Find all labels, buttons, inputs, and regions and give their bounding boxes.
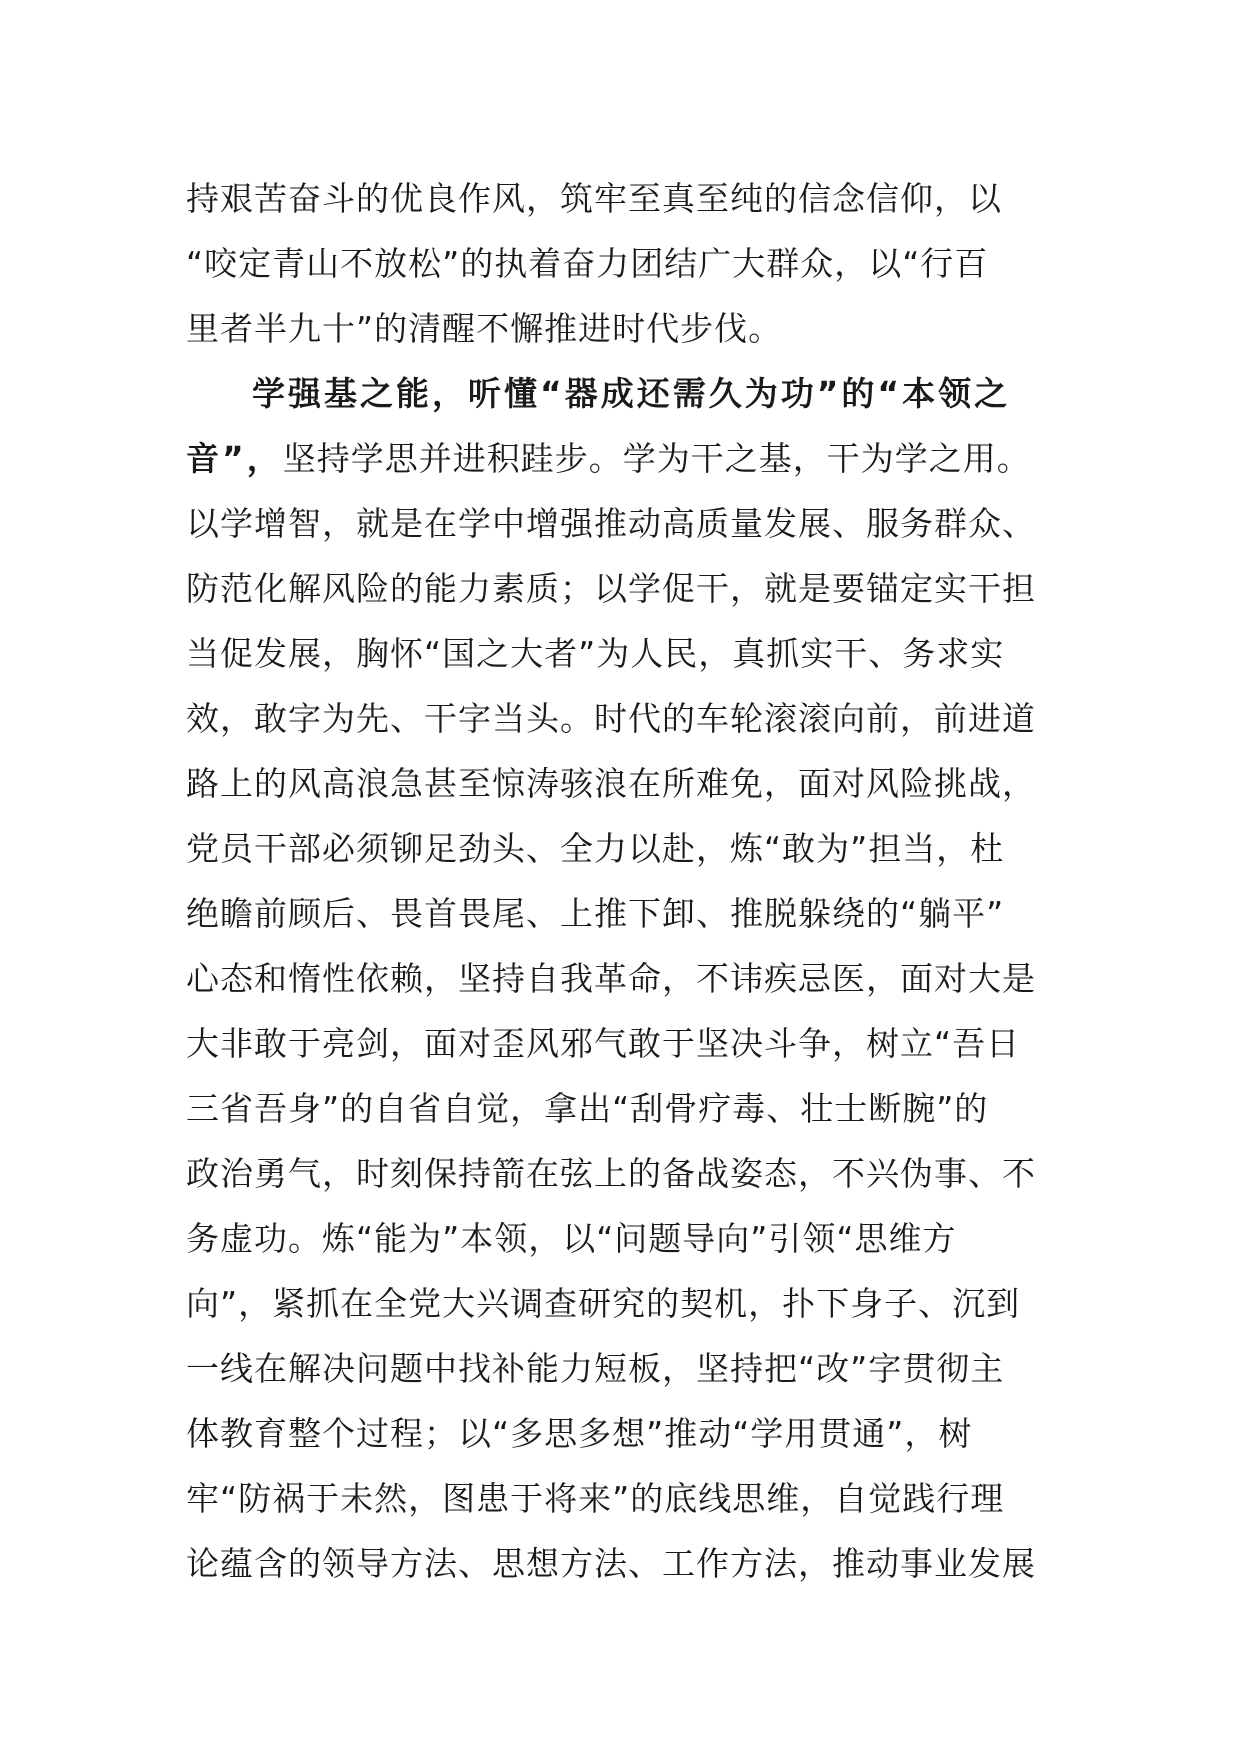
- paragraph-lead-line: [186, 361, 1060, 426]
- text-line: 里者半九十”的清醒不懈推进时代步伐。: [186, 309, 783, 348]
- text-line: 大非敢于亮剑，面对歪风邪气敢于坚决斗争，树立“吾日: [186, 1024, 1021, 1063]
- text-line: 路上的风高浪急甚至惊涛骇浪在所难免，面对风险挑战，: [186, 764, 1036, 803]
- text-line: 以学增智，就是在学中增强推动高质量发展、服务群众、: [186, 504, 1036, 543]
- text-line: 效，敢字为先、干字当头。时代的车轮滚滚向前，前进道: [186, 699, 1036, 738]
- paragraph-lead-heading-end: 音”，: [186, 439, 283, 478]
- text-line: [186, 426, 1060, 491]
- text-line: 绝瞻前顾后、畏首畏尾、上推下卸、推脱躲绕的“躺平”: [186, 894, 1005, 933]
- text-line: 牢“防祸于未然，图患于将来”的底线思维，自觉践行理: [186, 1479, 1005, 1518]
- text-line: 向”，紧抓在全党大兴调查研究的契机，扑下身子、沉到: [186, 1284, 1021, 1323]
- body-text: [186, 166, 1060, 1596]
- text-line: 防范化解风险的能力素质；以学促干，就是要锚定实干担: [186, 569, 1036, 608]
- text-line: 党员干部必须铆足劲头、全力以赴，炼“敢为”担当，杜: [186, 829, 1005, 868]
- text-line: 一线在解决问题中找补能力短板，坚持把“改”字贯彻主: [186, 1349, 1005, 1388]
- text-line: 心态和惰性依赖，坚持自我革命，不讳疾忌医，面对大是: [186, 959, 1036, 998]
- text-line: “咬定青山不放松”的执着奋力团结广大群众，以“行百: [186, 244, 989, 283]
- text-line: 当促发展，胸怀“国之大者”为人民，真抓实干、务求实: [186, 634, 1005, 673]
- text-line: 务虚功。炼“能为”本领，以“问题导向”引领“思维方: [186, 1219, 957, 1258]
- text-line: 体教育整个过程；以“多思多想”推动“学用贯通”，树: [186, 1414, 973, 1453]
- text-line: 持艰苦奋斗的优良作风，筑牢至真至纯的信念信仰，以: [186, 179, 1002, 218]
- text-line: 政治勇气，时刻保持箭在弦上的备战姿态，不兴伪事、不: [186, 1154, 1036, 1193]
- text-line: 三省吾身”的自省自觉，拿出“刮骨疗毒、壮士断腕”的: [186, 1089, 989, 1128]
- text-line: 论蕴含的领导方法、思想方法、工作方法，推动事业发展: [186, 1544, 1036, 1583]
- paragraph-lead-heading: 学强基之能，听懂“器成还需久为功”的“本领之: [252, 374, 1011, 413]
- text-line-rest: 坚持学思并进积跬步。学为干之基，干为学之用。: [282, 439, 1031, 478]
